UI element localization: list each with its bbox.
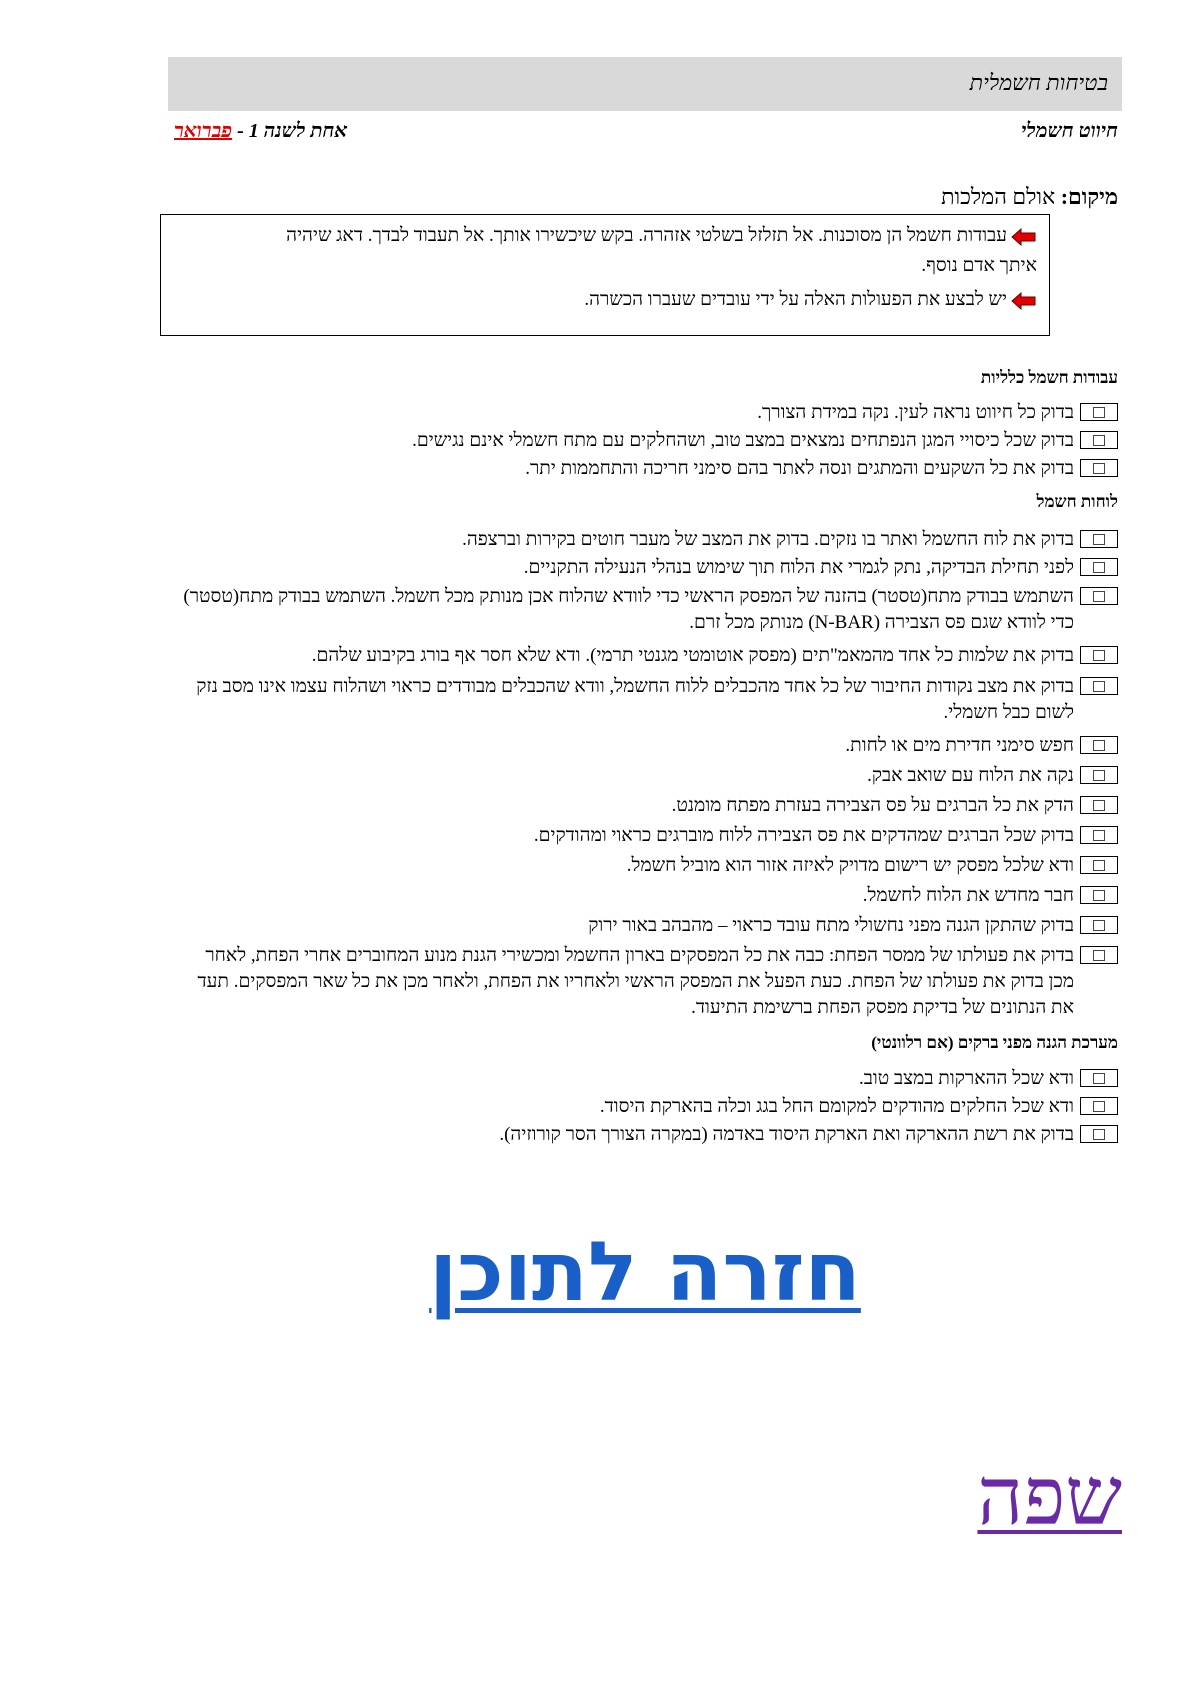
checklist-item bbox=[178, 853, 1118, 879]
checklist-item-text: בדוק שהתקן הגנה מפני נחשולי מתח עובד כראוי – מהבהב באור ירוק bbox=[588, 915, 1074, 936]
checkbox[interactable] bbox=[1080, 459, 1118, 477]
checklist-item bbox=[178, 456, 1118, 482]
doc-title: חיווט חשמלי bbox=[1021, 120, 1118, 142]
checklist-item bbox=[178, 943, 1118, 1021]
checklist-item-text: בדוק שכל כיסויי המגן הנפתחים נמצאים במצב טוב, ושהחלקים עם מתח חשמלי אינם נגישים. bbox=[412, 430, 1074, 451]
checklist-item-text: בדוק את כל השקעים והמתגים ונסה לאתר בהם סימני חריכה והתחממות יתר. bbox=[525, 458, 1074, 479]
warning-1-line1: עבודות חשמל הן מסוכנות. אל תזלזל בשלטי אזהרה. בקש שיכשירו אותך. אל תעבוד לבדך. דאג שיהיה bbox=[286, 225, 1007, 246]
checklist-item-text: בדוק את פעולתו של ממסר הפחת: כבה את כל המפסקים בארון החשמל ומכשירי הגנת מנוע המחוברים אחרי הפחת, לאחר מכן בדוק את פעולתו של הפחת. כעת הפעל את המפסק הראשי ולאחריו את הפחת, ולאחר מכן את כל שאר המפסקים. תעד את הנתונים של בדיקת מפסק הפחת ברשימת התיעוד. bbox=[197, 945, 1074, 1018]
checklist-item bbox=[178, 1094, 1118, 1120]
checklist-item-text: ודא שכל ההארקות במצב טוב. bbox=[858, 1068, 1074, 1089]
checkbox[interactable] bbox=[1080, 856, 1118, 874]
checklist-item-text: בדוק את מצב נקודות החיבור של כל אחד מהכבלים ללוח החשמל, וודא שהכבלים מבודדים כראוי ושהלוח עצמו אינו מסב נזק לשום כבל חשמלי. bbox=[196, 676, 1074, 723]
checkbox[interactable] bbox=[1080, 431, 1118, 449]
checklist-item-text: ודא שכל החלקים מהודקים למקומם החל בגג וכלה בהארקת היסוד. bbox=[599, 1096, 1074, 1117]
checkbox[interactable] bbox=[1080, 826, 1118, 844]
checkbox[interactable] bbox=[1080, 796, 1118, 814]
checkbox[interactable] bbox=[1080, 1097, 1118, 1115]
checklist-item bbox=[178, 883, 1118, 909]
checklist-item bbox=[178, 400, 1118, 426]
checklist-item-text: בדוק את רשת ההארקה ואת הארקת היסוד באדמה (במקרה הצורך הסר קורוזיה). bbox=[499, 1124, 1074, 1145]
checklist-item bbox=[178, 674, 1118, 726]
checkbox[interactable] bbox=[1080, 886, 1118, 904]
header-band bbox=[168, 57, 1122, 111]
red-arrow-icon bbox=[1011, 228, 1037, 246]
red-arrow-icon bbox=[1011, 292, 1037, 310]
warning-1-line2: איתך אדם נוסף. bbox=[921, 255, 1037, 276]
checklist-item bbox=[178, 1122, 1118, 1148]
checklist-item bbox=[178, 913, 1118, 939]
checklist-item bbox=[178, 555, 1118, 581]
checklist-item-text: ודא שלכל מפסק יש רישום מדויק לאיזה אזור הוא מוביל חשמל. bbox=[626, 855, 1074, 876]
checklist-item bbox=[178, 584, 1118, 636]
checklist-item-text: השתמש בבודק מתח(טסטר) בהזנה של המפסק הראשי כדי לוודא שהלוח אכן מנותק מכל חשמל. השתמש בבודק מתח(טסטר) כדי לוודא שגם פס הצבירה (N-BAR) מנותק מכל זרם. bbox=[183, 586, 1074, 633]
checklist-item-text: הדק את כל הברגים על פס הצבירה בעזרת מפתח מומנט. bbox=[671, 795, 1074, 816]
checkbox[interactable] bbox=[1080, 736, 1118, 754]
language-link[interactable]: שפה bbox=[977, 1450, 1122, 1543]
checklist-item bbox=[178, 527, 1118, 553]
checklist-item bbox=[178, 793, 1118, 819]
doc-subheader bbox=[168, 120, 1122, 148]
back-to-toc-link[interactable]: חזרה לתוכן bbox=[429, 1225, 861, 1320]
checkbox[interactable] bbox=[1080, 587, 1118, 605]
checkbox[interactable] bbox=[1080, 1125, 1118, 1143]
frequency-text: אחת לשנה 1 - bbox=[237, 120, 348, 142]
checklist-item bbox=[178, 823, 1118, 849]
checkbox[interactable] bbox=[1080, 558, 1118, 576]
location-line bbox=[941, 184, 1118, 210]
checklist-item-text: נקה את הלוח עם שואב אבק. bbox=[867, 765, 1074, 786]
checklist-item-text: בדוק שכל הברגים שמהדקים את פס הצבירה ללוח מוברגים כראוי ומהודקים. bbox=[533, 825, 1074, 846]
checklist-item-text: חפש סימני חדירת מים או לחות. bbox=[845, 735, 1074, 756]
warning-2 bbox=[177, 285, 1037, 315]
section-title-lightning: מערכת הגנה מפני ברקים (אם רלוונטי) bbox=[871, 1033, 1118, 1052]
checklist-item bbox=[178, 763, 1118, 789]
checklist-item-text: בדוק את שלמות כל אחד מהמאמ"תים (מפסק אוטומטי מגנטי תרמי). ודא שלא חסר אף בורג בקיבוע שלהם. bbox=[311, 645, 1074, 666]
checkbox[interactable] bbox=[1080, 646, 1118, 664]
category-title: בטיחות חשמלית bbox=[969, 70, 1108, 95]
checkbox[interactable] bbox=[1080, 946, 1118, 964]
warning-1 bbox=[177, 221, 1037, 281]
warning-box bbox=[160, 214, 1050, 336]
location-value: אולם המלכות bbox=[941, 184, 1056, 209]
checklist-item bbox=[178, 1066, 1118, 1092]
checklist-item-text: לפני תחילת הבדיקה, נתק לגמרי את הלוח תוך שימוש בנהלי הנעילה התקניים. bbox=[523, 557, 1074, 578]
checklist-item bbox=[178, 733, 1118, 759]
checkbox[interactable] bbox=[1080, 530, 1118, 548]
checkbox[interactable] bbox=[1080, 916, 1118, 934]
checklist-item-text: בדוק את לוח החשמל ואתר בו נזקים. בדוק את המצב של מעבר חוטים בקירות וברצפה. bbox=[462, 529, 1074, 550]
checkbox[interactable] bbox=[1080, 766, 1118, 784]
checklist-item bbox=[178, 428, 1118, 454]
section-title-general: עבודות חשמל כלליות bbox=[980, 368, 1118, 387]
checkbox[interactable] bbox=[1080, 403, 1118, 421]
checklist-item bbox=[178, 643, 1118, 669]
warning-2-line1: יש לבצע את הפעולות האלה על ידי עובדים שעברו הכשרה. bbox=[584, 289, 1007, 310]
checkbox[interactable] bbox=[1080, 677, 1118, 695]
document-page bbox=[168, 0, 1122, 1684]
section-title-panels: לוחות חשמל bbox=[1036, 492, 1118, 511]
location-label: מיקום: bbox=[1060, 184, 1118, 209]
checkbox[interactable] bbox=[1080, 1069, 1118, 1087]
frequency-label bbox=[174, 120, 347, 143]
checklist-item-text: בדוק כל חיווט נראה לעין. נקה במידת הצורך. bbox=[757, 402, 1074, 423]
month-link[interactable]: פברואר bbox=[174, 120, 233, 142]
checklist-item-text: חבר מחדש את הלוח לחשמל. bbox=[862, 885, 1074, 906]
